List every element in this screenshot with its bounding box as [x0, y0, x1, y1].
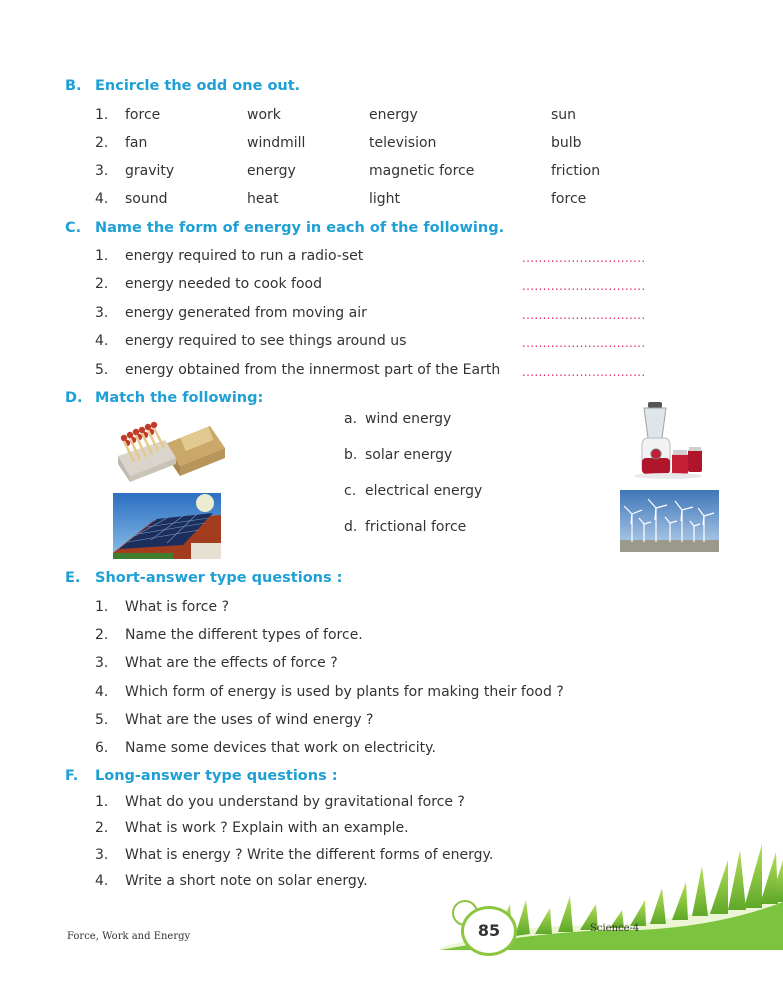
page-number: 85 [461, 906, 517, 956]
section-f-title: Long-answer type questions : [95, 768, 338, 784]
b-row-2-option-3: television [369, 135, 437, 151]
e-item-6-text: Name some devices that work on electricity. [125, 740, 436, 756]
b-row-4-option-2: heat [247, 191, 279, 207]
d-option-b-text: solar energy [365, 447, 453, 463]
e-item-2-text: Name the different types of force. [125, 627, 363, 643]
c-item-2-text: energy needed to cook food [125, 276, 323, 292]
d-option-c-key: c. [344, 483, 357, 499]
b-row-3-option-2: energy [247, 163, 296, 179]
mixer-grinder-image [632, 400, 704, 480]
b-row-1-option-1: force [125, 107, 161, 123]
b-row-2-option-2: windmill [247, 135, 306, 151]
c-item-4-blank[interactable]: .............................. [522, 336, 646, 350]
b-row-3-option-1: gravity [125, 163, 175, 179]
c-item-5-text: energy obtained from the innermost part of the Earth [125, 362, 501, 378]
c-item-2-num: 2. [95, 276, 109, 292]
c-item-1-num: 1. [95, 248, 109, 264]
e-item-6-num: 6. [95, 740, 109, 756]
b-row-4-option-4: force [551, 191, 587, 207]
d-option-d-key: d. [344, 519, 358, 535]
section-b-title: Encircle the odd one out. [95, 78, 301, 94]
section-c-letter: C. [65, 220, 82, 236]
section-d-title: Match the following: [95, 390, 264, 406]
section-d-letter: D. [65, 390, 83, 406]
c-item-4-num: 4. [95, 333, 109, 349]
chapter-label: Force, Work and Energy [67, 931, 191, 942]
e-item-2-num: 2. [95, 627, 109, 643]
windmill-farm-image [620, 490, 719, 552]
b-row-3-num: 3. [95, 163, 109, 179]
b-row-4-num: 4. [95, 191, 109, 207]
section-c-title: Name the form of energy in each of the following. [95, 220, 505, 236]
b-row-2-option-1: fan [125, 135, 148, 151]
e-item-4-num: 4. [95, 684, 109, 700]
c-item-1-blank[interactable]: .............................. [522, 251, 646, 265]
e-item-1-text: What is force ? [125, 599, 230, 615]
d-option-c-text: electrical energy [365, 483, 483, 499]
d-option-a-key: a. [344, 411, 358, 427]
e-item-4-text: Which form of energy is used by plants for making their food ? [125, 684, 564, 700]
b-row-3-option-3: magnetic force [369, 163, 475, 179]
c-item-2-blank[interactable]: .............................. [522, 279, 646, 293]
matchbox-image [110, 414, 230, 484]
b-row-2-num: 2. [95, 135, 109, 151]
f-item-2-num: 2. [95, 820, 109, 836]
c-item-3-num: 3. [95, 305, 109, 321]
d-option-b-key: b. [344, 447, 358, 463]
section-b-letter: B. [65, 78, 82, 94]
section-e-title: Short-answer type questions : [95, 570, 343, 586]
f-item-3-num: 3. [95, 847, 109, 863]
c-item-3-text: energy generated from moving air [125, 305, 367, 321]
section-f-letter: F. [65, 768, 79, 784]
c-item-3-blank[interactable]: .............................. [522, 308, 646, 322]
solar-panel-image [113, 493, 221, 559]
e-item-1-num: 1. [95, 599, 109, 615]
e-item-5-text: What are the uses of wind energy ? [125, 712, 374, 728]
e-item-5-num: 5. [95, 712, 109, 728]
c-item-1-text: energy required to run a radio-set [125, 248, 364, 264]
book-label: Science-4 [590, 923, 640, 934]
b-row-1-option-2: work [247, 107, 281, 123]
f-item-1-text: What do you understand by gravitational force ? [125, 794, 465, 810]
e-item-3-text: What are the effects of force ? [125, 655, 338, 671]
c-item-5-blank[interactable]: .............................. [522, 365, 646, 379]
e-item-3-num: 3. [95, 655, 109, 671]
f-item-4-text: Write a short note on solar energy. [125, 873, 368, 889]
b-row-1-option-4: sun [551, 107, 577, 123]
b-row-1-num: 1. [95, 107, 109, 123]
c-item-5-num: 5. [95, 362, 109, 378]
d-option-d-text: frictional force [365, 519, 467, 535]
section-e-letter: E. [65, 570, 81, 586]
b-row-2-option-4: bulb [551, 135, 582, 151]
b-row-4-option-3: light [369, 191, 401, 207]
f-item-1-num: 1. [95, 794, 109, 810]
b-row-3-option-4: friction [551, 163, 601, 179]
c-item-4-text: energy required to see things around us [125, 333, 407, 349]
f-item-3-text: What is energy ? Write the different forms of energy. [125, 847, 494, 863]
d-option-a-text: wind energy [365, 411, 452, 427]
f-item-2-text: What is work ? Explain with an example. [125, 820, 409, 836]
b-row-4-option-1: sound [125, 191, 168, 207]
f-item-4-num: 4. [95, 873, 109, 889]
b-row-1-option-3: energy [369, 107, 418, 123]
